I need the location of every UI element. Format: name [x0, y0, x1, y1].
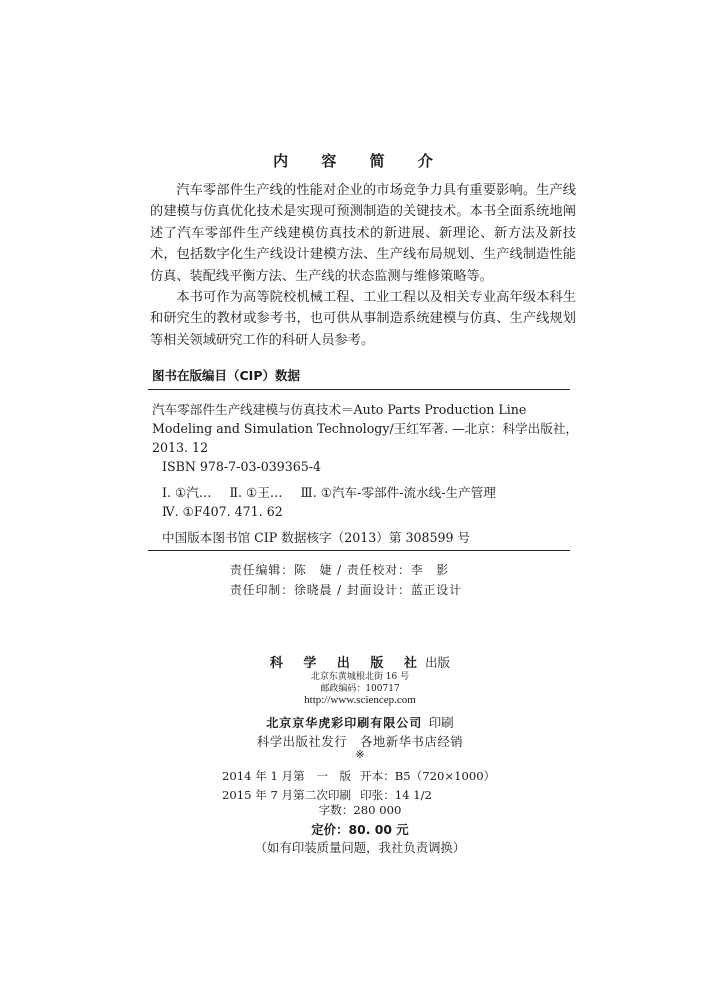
- cip-subject-3: Ⅲ. ①汽车-零部件-流水线-生产管理: [300, 485, 496, 500]
- cip-number: 中国版本图书馆 CIP 数据核字（2013）第 308599 号: [162, 530, 471, 545]
- word-count: 字数：280 000: [318, 803, 402, 817]
- price: 定价：80. 00 元: [311, 822, 409, 837]
- cip-isbn: ISBN 978-7-03-039365-4: [162, 459, 322, 474]
- printer-line: [0, 712, 720, 731]
- editors-line-1: 责任编辑：陈 婕 / 责任校对：李 影: [230, 563, 450, 577]
- format-size: 开本：B5（720×1000）: [360, 769, 496, 783]
- cip-subject-2: Ⅱ. ①王…: [229, 485, 283, 500]
- separator-mark: ※: [355, 748, 365, 761]
- cip-bottom-rule: [148, 550, 570, 551]
- edition-info: [0, 767, 720, 805]
- publisher-postcode: 邮政编码：100717: [320, 684, 400, 694]
- publisher-address: 北京东黄城根北街 16 号: [310, 672, 410, 682]
- second-printing: 2015 年 7 月第二次印刷: [222, 788, 352, 802]
- publisher-line: [0, 652, 720, 671]
- cip-record: [152, 400, 579, 547]
- intro-title: 内 容 简 介: [273, 152, 447, 170]
- cip-record-line-1: 汽车零部件生产线建模与仿真技术＝Auto Parts Production Line: [152, 402, 527, 417]
- printer-name: 北京京华虎彩印刷有限公司: [266, 716, 423, 730]
- cip-record-line-3: 2013. 12: [152, 440, 209, 455]
- intro-paragraph-2: 本书可作为高等院校机械工程、工业工程以及相关专业高年级本科生和研究生的教材或参考书，也可供从事制造系统建模与仿真、生产线规划等相关领域研究工作的科研人员参考。: [150, 290, 576, 348]
- cip-top-rule: [148, 389, 570, 390]
- cip-subjects: [152, 483, 570, 502]
- quality-notice: （如有印装质量问题，我社负责调换）: [254, 840, 466, 855]
- printer-suffix: 印刷: [428, 715, 454, 730]
- publisher-url: http://www.sciencep.com: [304, 694, 416, 706]
- cip-classification: Ⅳ. ①F407. 471. 62: [162, 504, 283, 519]
- cip-heading: 图书在版编目（CIP）数据: [152, 368, 300, 383]
- editors-line-2: 责任印制：徐晓晨 / 封面设计：蓝正设计: [230, 583, 463, 597]
- intro-paragraph-1: 汽车零部件生产线的性能对企业的市场竞争力具有重要影响。生产线的建模与仿真优化技术是实现可预测制造的关键技术。本书全面系统地阐述了汽车零部件生产线建模仿真技术的新进展、新理论、新方法及新技术，包括数字化生产线设计建模方法、生产线布局规划、生产线制造性能仿真、装配线平衡方法、生产线的状态监测与维修策略等。: [150, 183, 576, 284]
- first-edition: 2014 年 1 月第 一 版: [222, 769, 352, 783]
- editors-block: [230, 560, 462, 600]
- cip-record-line-2: Modeling and Simulation Technology/王红军著. —北京：科学出版社，: [152, 421, 579, 436]
- cip-subject-1: Ⅰ. ①汽…: [162, 485, 212, 500]
- intro-body: [150, 180, 576, 351]
- publisher-suffix: 出版: [424, 655, 451, 670]
- distribution-line: 科学出版社发行 各地新华书店经销: [256, 734, 464, 749]
- publisher-name: 科 学 出 版 社: [269, 656, 425, 671]
- sheet-count: 印张：14 1/2: [360, 788, 432, 802]
